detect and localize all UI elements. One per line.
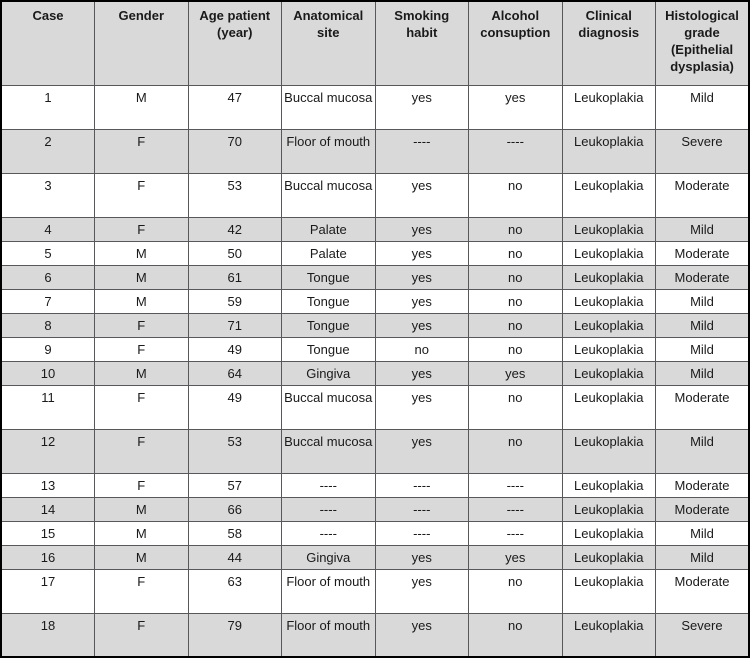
- table-row: [1, 241, 749, 265]
- table-cell: 64: [188, 361, 282, 385]
- table-cell: M: [95, 241, 189, 265]
- table-cell: Moderate: [656, 241, 750, 265]
- table-cell: Mild: [656, 521, 750, 545]
- table-cell: no: [469, 241, 563, 265]
- table-cell: 58: [188, 521, 282, 545]
- table-header: [1, 1, 749, 85]
- table-cell: Severe: [656, 613, 750, 657]
- table-cell: ----: [375, 497, 469, 521]
- table-cell: F: [95, 313, 189, 337]
- table-cell: 44: [188, 545, 282, 569]
- table-cell: yes: [375, 385, 469, 429]
- table-cell: no: [469, 313, 563, 337]
- table-cell: 16: [1, 545, 95, 569]
- column-header: Gender: [95, 1, 189, 85]
- table-cell: F: [95, 385, 189, 429]
- table-cell: yes: [469, 545, 563, 569]
- table-cell: M: [95, 289, 189, 313]
- table-cell: F: [95, 129, 189, 173]
- table-cell: Mild: [656, 313, 750, 337]
- table-cell: 7: [1, 289, 95, 313]
- table-cell: Palate: [282, 241, 376, 265]
- table-cell: yes: [375, 569, 469, 613]
- table-cell: Mild: [656, 289, 750, 313]
- table-cell: yes: [375, 217, 469, 241]
- table-cell: F: [95, 613, 189, 657]
- table-cell: 10: [1, 361, 95, 385]
- table-cell: Leukoplakia: [562, 429, 656, 473]
- table-cell: ----: [469, 473, 563, 497]
- table-cell: 2: [1, 129, 95, 173]
- table-cell: Severe: [656, 129, 750, 173]
- column-header: Alcohol consuption: [469, 1, 563, 85]
- table-cell: F: [95, 429, 189, 473]
- table-cell: 57: [188, 473, 282, 497]
- table-cell: 59: [188, 289, 282, 313]
- table-cell: ----: [375, 129, 469, 173]
- table-cell: Leukoplakia: [562, 313, 656, 337]
- column-header: Anatomical site: [282, 1, 376, 85]
- table-cell: Tongue: [282, 313, 376, 337]
- table-row: [1, 429, 749, 473]
- table-cell: Leukoplakia: [562, 265, 656, 289]
- table-cell: 8: [1, 313, 95, 337]
- table-cell: ----: [282, 473, 376, 497]
- table-cell: 5: [1, 241, 95, 265]
- table-cell: Mild: [656, 337, 750, 361]
- table-cell: Leukoplakia: [562, 361, 656, 385]
- table-cell: 4: [1, 217, 95, 241]
- table-cell: yes: [375, 265, 469, 289]
- table-cell: 70: [188, 129, 282, 173]
- table-cell: ----: [469, 129, 563, 173]
- table-cell: Leukoplakia: [562, 241, 656, 265]
- table-cell: 49: [188, 337, 282, 361]
- table-cell: F: [95, 173, 189, 217]
- table-cell: Buccal mucosa: [282, 85, 376, 129]
- table-cell: Leukoplakia: [562, 521, 656, 545]
- table-cell: M: [95, 361, 189, 385]
- table-cell: Leukoplakia: [562, 173, 656, 217]
- table-cell: Mild: [656, 429, 750, 473]
- table-cell: F: [95, 569, 189, 613]
- table-cell: 14: [1, 497, 95, 521]
- table-cell: F: [95, 473, 189, 497]
- table-row: [1, 173, 749, 217]
- table-cell: Leukoplakia: [562, 337, 656, 361]
- table-cell: Tongue: [282, 289, 376, 313]
- table-row: [1, 129, 749, 173]
- table-cell: yes: [375, 313, 469, 337]
- column-header: Age patient (year): [188, 1, 282, 85]
- table-cell: Leukoplakia: [562, 289, 656, 313]
- table-cell: yes: [375, 613, 469, 657]
- table-cell: ----: [469, 521, 563, 545]
- table-cell: no: [469, 173, 563, 217]
- table-cell: yes: [375, 545, 469, 569]
- table-cell: yes: [375, 85, 469, 129]
- table-cell: 9: [1, 337, 95, 361]
- table-row: [1, 385, 749, 429]
- table-cell: Moderate: [656, 473, 750, 497]
- table-cell: 71: [188, 313, 282, 337]
- table-cell: Leukoplakia: [562, 613, 656, 657]
- table-cell: 47: [188, 85, 282, 129]
- table-cell: Moderate: [656, 385, 750, 429]
- table-row: [1, 497, 749, 521]
- table-row: [1, 361, 749, 385]
- table-cell: M: [95, 85, 189, 129]
- table-cell: Floor of mouth: [282, 129, 376, 173]
- table-cell: 18: [1, 613, 95, 657]
- table-cell: Mild: [656, 85, 750, 129]
- table-row: [1, 545, 749, 569]
- table-cell: Gingiva: [282, 361, 376, 385]
- table-cell: 66: [188, 497, 282, 521]
- table-cell: F: [95, 217, 189, 241]
- table-cell: Moderate: [656, 497, 750, 521]
- table-cell: Palate: [282, 217, 376, 241]
- table-cell: no: [469, 289, 563, 313]
- table-cell: yes: [375, 429, 469, 473]
- table-row: [1, 313, 749, 337]
- table-cell: Gingiva: [282, 545, 376, 569]
- table-cell: Leukoplakia: [562, 85, 656, 129]
- table-cell: 11: [1, 385, 95, 429]
- table-cell: Floor of mouth: [282, 569, 376, 613]
- table-row: [1, 473, 749, 497]
- table-cell: ----: [375, 521, 469, 545]
- table-cell: no: [469, 217, 563, 241]
- table-cell: yes: [375, 173, 469, 217]
- table-row: [1, 217, 749, 241]
- table-cell: no: [469, 613, 563, 657]
- table-cell: 15: [1, 521, 95, 545]
- table-cell: 12: [1, 429, 95, 473]
- table-cell: ----: [375, 473, 469, 497]
- table-cell: no: [469, 429, 563, 473]
- table-body: [1, 85, 749, 657]
- table-cell: 42: [188, 217, 282, 241]
- table-cell: Leukoplakia: [562, 129, 656, 173]
- table-cell: ----: [282, 521, 376, 545]
- table-cell: 79: [188, 613, 282, 657]
- table-cell: Leukoplakia: [562, 385, 656, 429]
- table-cell: no: [469, 385, 563, 429]
- table-cell: M: [95, 521, 189, 545]
- table-cell: Moderate: [656, 265, 750, 289]
- table-row: [1, 85, 749, 129]
- table-cell: M: [95, 545, 189, 569]
- table-cell: 63: [188, 569, 282, 613]
- table-cell: yes: [375, 361, 469, 385]
- table-cell: F: [95, 337, 189, 361]
- table-cell: Leukoplakia: [562, 545, 656, 569]
- column-header: Smoking habit: [375, 1, 469, 85]
- table-cell: yes: [469, 85, 563, 129]
- table-cell: Moderate: [656, 569, 750, 613]
- table-cell: 1: [1, 85, 95, 129]
- table-cell: Buccal mucosa: [282, 385, 376, 429]
- table-cell: no: [375, 337, 469, 361]
- table-cell: Mild: [656, 545, 750, 569]
- table-cell: M: [95, 497, 189, 521]
- table-row: [1, 337, 749, 361]
- table-cell: Mild: [656, 217, 750, 241]
- table-cell: no: [469, 569, 563, 613]
- table-row: [1, 289, 749, 313]
- table-cell: 13: [1, 473, 95, 497]
- table-cell: Buccal mucosa: [282, 429, 376, 473]
- table-cell: Leukoplakia: [562, 497, 656, 521]
- table-row: [1, 569, 749, 613]
- table-cell: M: [95, 265, 189, 289]
- table-cell: yes: [375, 289, 469, 313]
- column-header: Clinical diagnosis: [562, 1, 656, 85]
- header-row: [1, 1, 749, 85]
- table-cell: Moderate: [656, 173, 750, 217]
- table-cell: Tongue: [282, 265, 376, 289]
- table-cell: Mild: [656, 361, 750, 385]
- table-cell: yes: [375, 241, 469, 265]
- table-cell: 17: [1, 569, 95, 613]
- table-row: [1, 521, 749, 545]
- table-cell: 49: [188, 385, 282, 429]
- table-cell: ----: [469, 497, 563, 521]
- column-header: Histological grade (Epithelial dysplasia): [656, 1, 750, 85]
- table-cell: 61: [188, 265, 282, 289]
- table-cell: no: [469, 337, 563, 361]
- table-cell: 53: [188, 173, 282, 217]
- table-cell: 50: [188, 241, 282, 265]
- table-cell: Leukoplakia: [562, 217, 656, 241]
- table-cell: Leukoplakia: [562, 473, 656, 497]
- table-cell: 6: [1, 265, 95, 289]
- table-row: [1, 265, 749, 289]
- table-cell: Tongue: [282, 337, 376, 361]
- table-cell: no: [469, 265, 563, 289]
- table-cell: 3: [1, 173, 95, 217]
- table-cell: ----: [282, 497, 376, 521]
- table-cell: Leukoplakia: [562, 569, 656, 613]
- table-cell: Floor of mouth: [282, 613, 376, 657]
- column-header: Case: [1, 1, 95, 85]
- table-row: [1, 613, 749, 657]
- table-cell: Buccal mucosa: [282, 173, 376, 217]
- table-cell: yes: [469, 361, 563, 385]
- table-cell: 53: [188, 429, 282, 473]
